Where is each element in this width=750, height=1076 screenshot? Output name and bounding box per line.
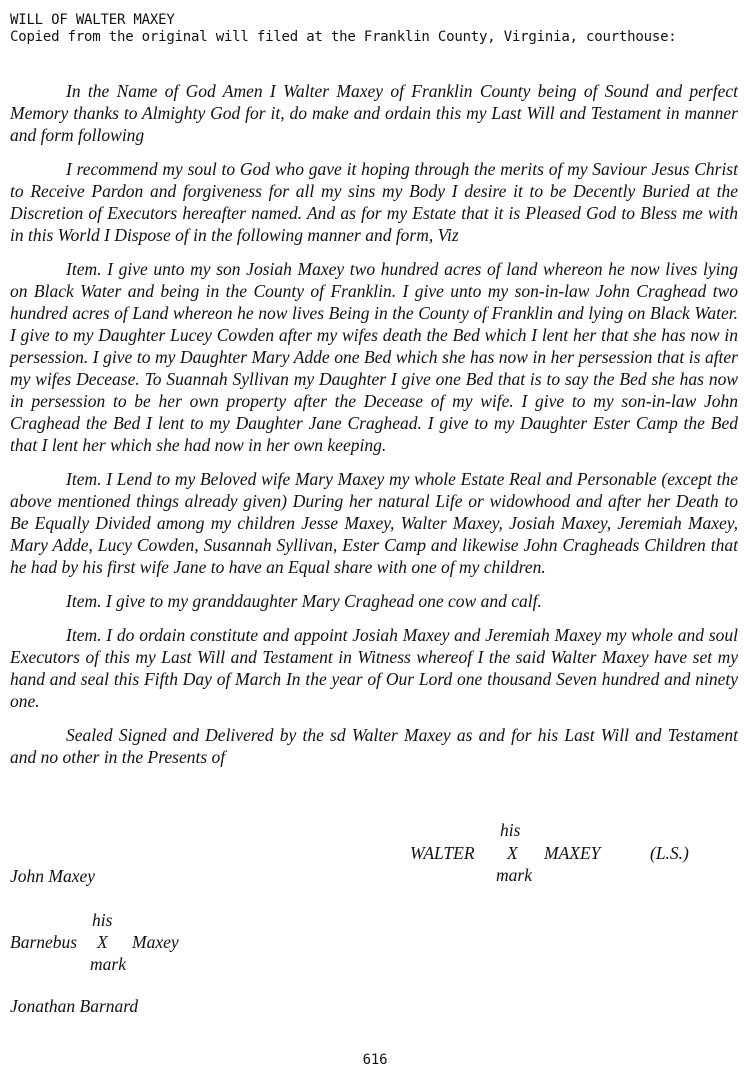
page-number: 616: [362, 1052, 388, 1068]
paragraph-item-executors: Item. I do ordain constitute and appoint Josiah Maxey and Jeremiah Maxey my whole and soul Executors of this my Last Will and Testament in Witness whereof I the said Walter Maxey have set my hand and seal this Fifth Day of March In the year of Our Lord one thousand Seven hundred and ninety one.: [10, 625, 738, 711]
testator-first-name: WALTER: [410, 843, 475, 863]
paragraph-soul: I recommend my soul to God who gave it hoping through the merits of my Saviour Jesus Christ to Receive Pardon and forgiveness for all my sins my Body I desire it to be Decently Buried at the Discretion of Executors hereafter named. And as for my Estate that it is Pleased God to Bless me with in this World I Dispose of in the following manner and form, Viz: [10, 159, 738, 245]
document-subtitle: Copied from the original will filed at the Franklin County, Virginia, courthouse:: [10, 29, 677, 45]
paragraph-item-land-beds: Item. I give unto my son Josiah Maxey two hundred acres of land whereon he now lives lying on Black Water and being in the County of Franklin. I give unto my son-in-law John Craghead two hundred acres of Land whereon he now lives Being in the County of Franklin and lying on Black Water. I give to my Daughter Lucey Cowden after my wifes death the Bed which I lent her that she has now in persession. I give to my Daughter Mary Adde one Bed which she has now in her persession that is after my wifes Decease. To Suannah Syllivan my Daughter I give one Bed that is to say the Bed she has now in persession to be her own property after the Decease of my wife. I give to my son-in-law John Craghead the Bed I lent to my Daughter Jane Craghead. I give to my Daughter Ester Camp the Bed that I lent her which she had now in her own keeping.: [10, 259, 738, 455]
witness-x-mark: X: [97, 932, 108, 952]
testator-x-mark: X: [507, 843, 518, 863]
paragraph-item-granddaughter: Item. I give to my granddaughter Mary Craghead one cow and calf.: [66, 591, 542, 611]
witness-mark: mark: [90, 954, 126, 974]
testator-mark: mark: [496, 865, 532, 885]
witness-john-maxey: John Maxey: [10, 866, 96, 886]
document-header: [10, 12, 677, 46]
witness-barnebus-first: Barnebus: [10, 932, 78, 952]
paragraph-preamble: In the Name of God Amen I Walter Maxey of Franklin County being of Sound and perfect Memory thanks to Almighty God for it, do make and ordain this my Last Will and Testament in manner and form following: [10, 81, 738, 145]
witness-barnebus-last: Maxey: [132, 932, 179, 952]
witness-his: his: [92, 910, 113, 930]
testator-seal: (L.S.): [650, 843, 689, 863]
witness-jonathan-barnard: Jonathan Barnard: [10, 996, 139, 1016]
testator-his: his: [500, 820, 521, 840]
paragraph-sealed: Sealed Signed and Delivered by the sd Walter Maxey as and for his Last Will and Testament and no other in the Presents of: [10, 725, 738, 767]
document-title: WILL OF WALTER MAXEY: [10, 12, 175, 28]
will-body: [10, 80, 738, 780]
testator-last-name: MAXEY: [544, 843, 601, 863]
paragraph-item-wife-estate: Item. I Lend to my Beloved wife Mary Maxey my whole Estate Real and Personable (except the above mentioned things already given) During her natural Life or widowhood and after her Death to Be Equally Divided among my children Jesse Maxey, Walter Maxey, Josiah Maxey, Jeremiah Maxey, Mary Adde, Lucy Cowden, Susannah Syllivan, Ester Camp and likewise John Cragheads Children that he had by his first wife Jane to have an Equal share with one of my children.: [10, 469, 738, 577]
